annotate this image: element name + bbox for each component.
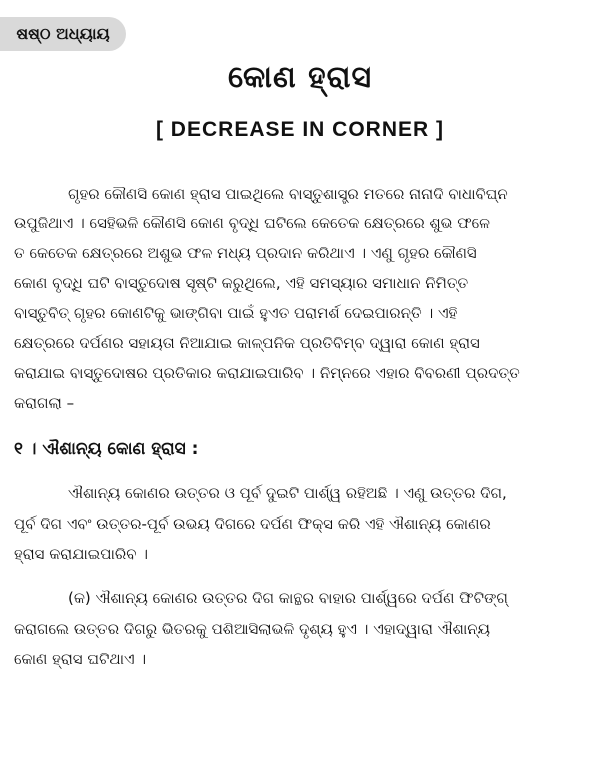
section-heading: ୧ । ଐଶାନ୍ୟ କୋଣ ହ୍ରାସ :: [14, 439, 199, 459]
para-line: (କ) ଐଶାନ୍ୟ କୋଣର ଉତ୍ତର ଦିଗ କାନ୍ଥର ବାହାର ପାର୍ଶ୍ୱରେ ଦର୍ପଣ ଫିଟିଙ୍ଗ୍: [68, 589, 508, 607]
para-line: କୋଣ ହ୍ରାସ ଘଟିଥାଏ ।: [14, 650, 147, 668]
intro-line: ଗୃହର କୌଣସି କୋଣ ହ୍ରାସ ପାଇଥିଲେ ବାସ୍ତୁଶାସ୍ତ୍ର ମତରେ ନାନାଦି ବାଧାବିଘ୍ନ: [68, 185, 508, 203]
para-line: ପୂର୍ବ ଦିଗ ଏବଂ ଉତ୍ତର-ପୂର୍ବ ଉଭୟ ଦିଗରେ ଦର୍ପଣ ଫିକ୍ସ କରି ଏହି ଐଶାନ୍ୟ କୋଣର: [14, 515, 491, 533]
chapter-label: ଷଷ୍ଠ ଅଧ୍ୟାୟ: [0, 17, 126, 51]
intro-line: କ୍ଷେତ୍ରରେ ଦର୍ପଣର ସହାୟତା ନିଆଯାଇ କାଳ୍ପନିକ ପ୍ରତିବିମ୍ବ ଦ୍ୱାରା କୋଣ ହ୍ରାସ: [14, 334, 480, 352]
page-subtitle: [ DECREASE IN CORNER ]: [155, 118, 445, 141]
intro-line: କରାଗଲା –: [14, 394, 75, 412]
intro-line: ବାସ୍ତୁବିତ୍ ଗୃହର କୋଣଟିକୁ ଭାଙ୍ଗିବା ପାଇଁ ହୁଏତ ପରାମର୍ଶ ଦେଇପାରନ୍ତି । ଏହି: [14, 304, 458, 322]
intro-line: କରାଯାଇ ବାସ୍ତୁଦୋଷର ପ୍ରତିକାର କରାଯାଇପାରିବ । ନିମ୍ନରେ ଏହାର ବିବରଣୀ ପ୍ରଦତ୍ତ: [14, 364, 520, 382]
para-line: କରାଗଲେ ଉତ୍ତର ଦିଗରୁ ଭିତରକୁ ପଶିଆସିଲାଭଳି ଦୃଶ୍ୟ ହୁଏ । ଏହାଦ୍ୱାରା ଐଶାନ୍ୟ: [14, 620, 490, 638]
intro-line: ତ କେତେକ କ୍ଷେତ୍ରରେ ଅଶୁଭ ଫଳ ମଧ୍ୟ ପ୍ରଦାନ କରିଥାଏ । ଏଣୁ ଗୃହର କୌଣସି: [14, 244, 477, 262]
page-title: କୋଣ ହ୍ରାସ: [227, 60, 373, 95]
para-line: ଐଶାନ୍ୟ କୋଣର ଉତ୍ତର ଓ ପୂର୍ବ ଦୁଇଟି ପାର୍ଶ୍ୱ ରହିଅଛି । ଏଣୁ ଉତ୍ତର ଦିଗ,: [68, 484, 507, 502]
para-line: ହ୍ରାସ କରାଯାଇପାରିବ ।: [14, 545, 149, 563]
intro-line: ଉପୁଜିଥାଏ । ସେହିଭଳି କୌଣସି କୋଣ ବୃଦ୍ଧି ଘଟିଲେ କେତେକ କ୍ଷେତ୍ରରେ ଶୁଭ ଫଳେ: [14, 214, 490, 232]
intro-line: କୋଣ ବୃଦ୍ଧି ଘଟି ବାସ୍ତୁଦୋଷ ସୃଷ୍ଟି କରୁଥିଲେ, ଏହି ସମସ୍ୟାର ସମାଧାନ ନିମିତ୍ତ: [14, 274, 469, 292]
